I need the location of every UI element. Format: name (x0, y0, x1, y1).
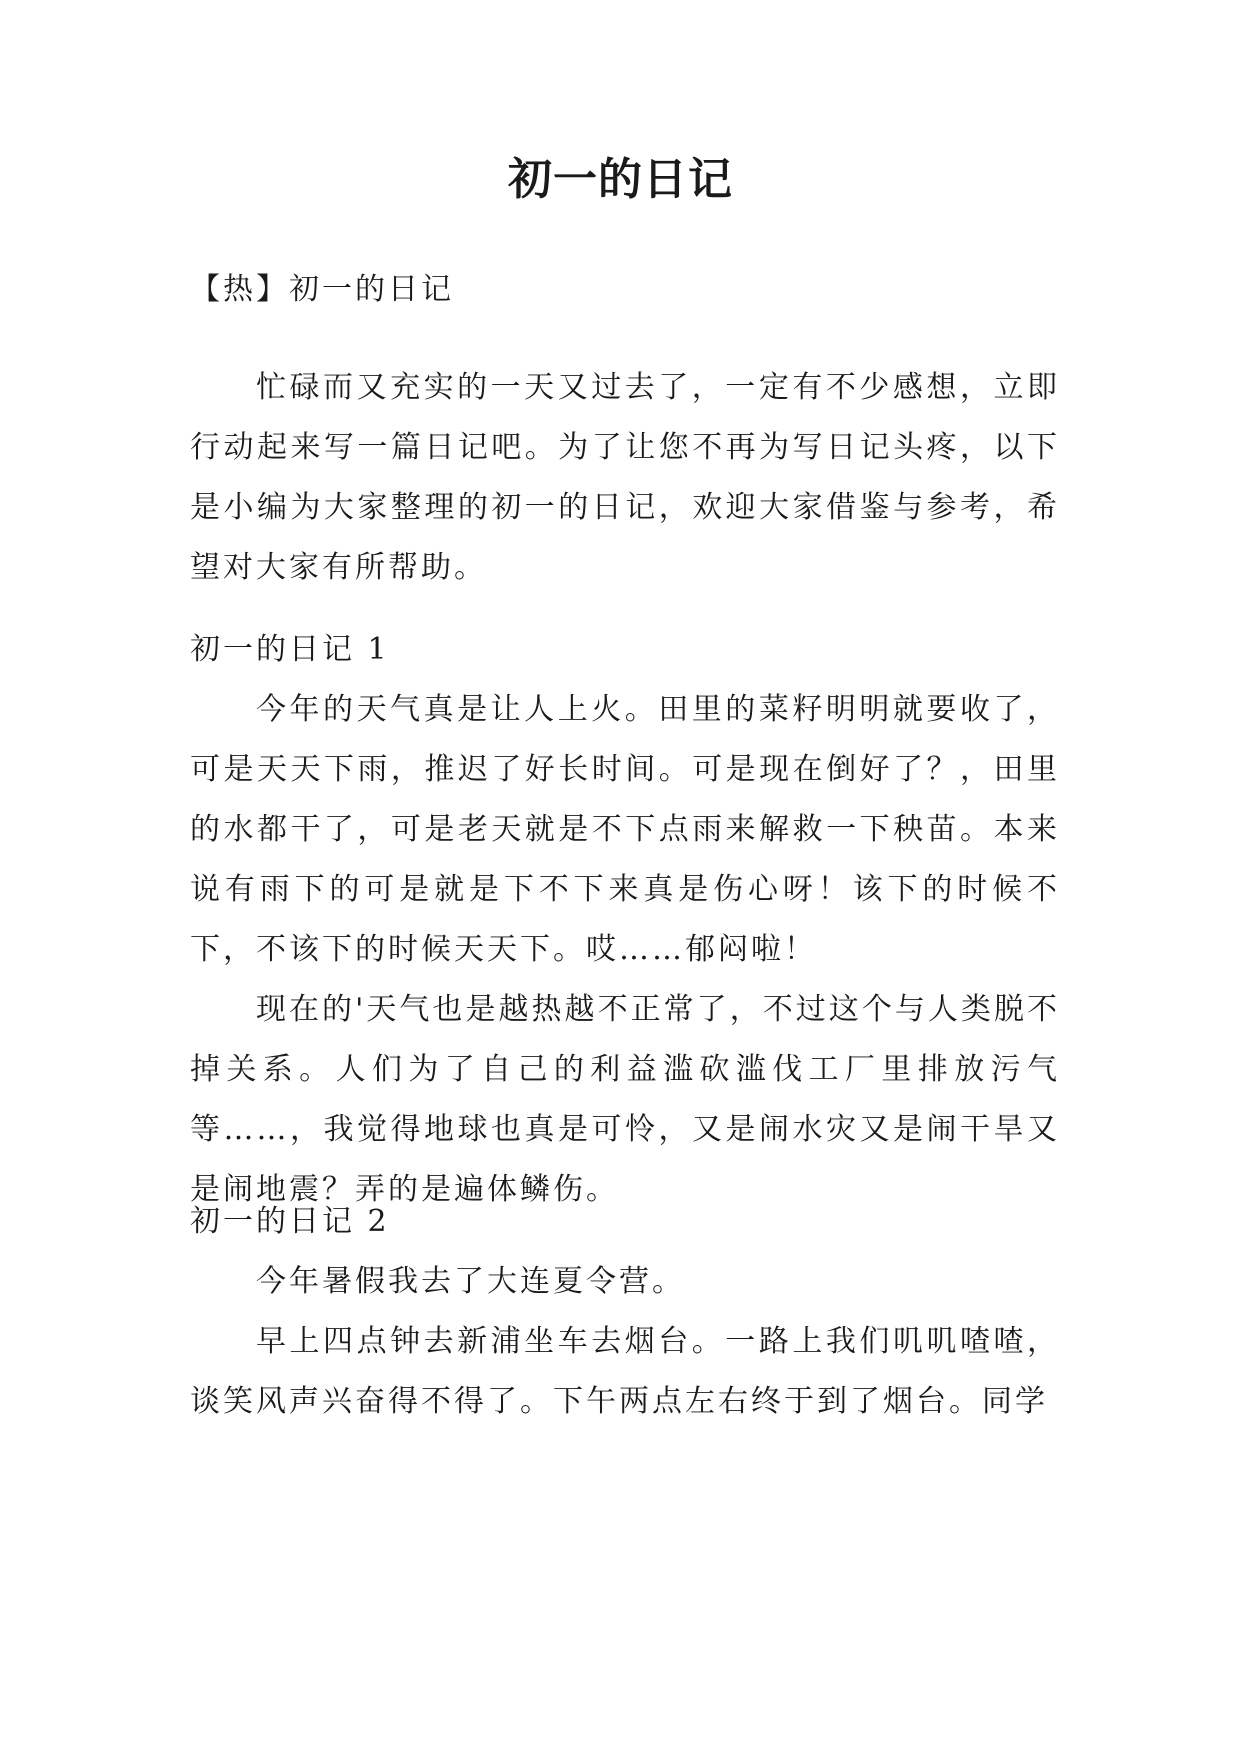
section-1-paragraph-1: 今年的天气真是让人上火。田里的菜籽明明就要收了，可是天天下雨，推迟了好长时间。可是现在倒好了？，田里的水都干了，可是老天就是不下点雨来解救一下秧苗。本来说有雨下的可是就是下不下来真是伤心呀！该下的时候不下，不该下的时候天天下。哎……郁闷啦！ (190, 692, 1060, 967)
intro-block (190, 358, 1060, 598)
document-title: 初一的日记 (508, 154, 733, 205)
hot-line: 【热】初一的日记 (190, 272, 454, 307)
section-1-paragraph-2: 现在的'天气也是越热越不正常了，不过这个与人类脱不掉关系。人们为了自己的利益滥砍滥伐工厂里排放污气等……，我觉得地球也真是可怜，又是闹水灾又是闹干旱又是闹地震？弄的是遍体鳞伤。 (190, 992, 1060, 1207)
section-1 (190, 620, 1060, 1220)
section-2-heading: 初一的日记 2 (190, 1204, 390, 1239)
intro-paragraph: 忙碌而又充实的一天又过去了，一定有不少感想，立即行动起来写一篇日记吧。为了让您不再为写日记头疼，以下是小编为大家整理的初一的日记，欢迎大家借鉴与参考，希望对大家有所帮助。 (190, 370, 1060, 585)
section-2-paragraph-2: 早上四点钟去新浦坐车去烟台。一路上我们叽叽喳喳，谈笑风声兴奋得不得了。下午两点左右终于到了烟台。同学 (190, 1324, 1060, 1419)
hot-line-block (190, 260, 1060, 320)
section-1-heading: 初一的日记 1 (190, 632, 390, 667)
section-2 (190, 1192, 1060, 1432)
section-2-paragraph-1: 今年暑假我去了大连夏令营。 (256, 1264, 685, 1299)
